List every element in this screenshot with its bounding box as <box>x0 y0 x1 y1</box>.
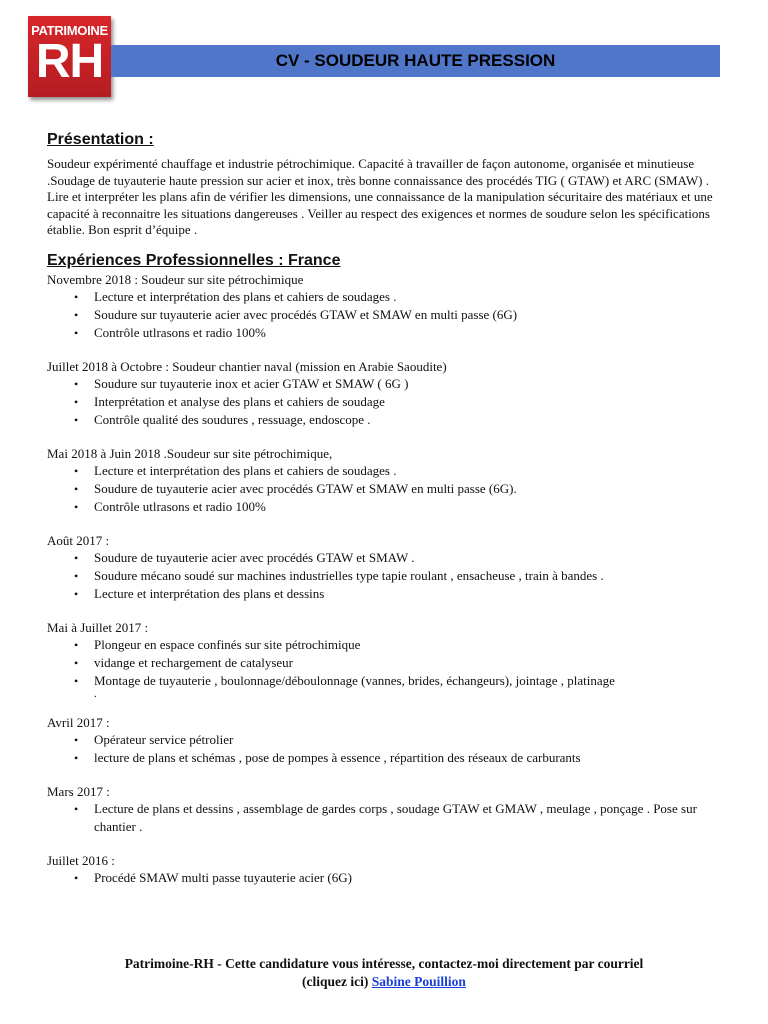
job-spacer <box>47 767 727 783</box>
footer-line-1: Patrimoine-RH - Cette candidature vous intéresse, contactez-moi directement par courriel <box>124 956 644 971</box>
job-entry <box>47 271 727 342</box>
job-task-item: • Soudure sur tuyauterie inox et acier GTAW et SMAW ( 6G ) <box>94 375 727 393</box>
job-task-list <box>47 800 727 836</box>
job-task-list <box>47 288 727 342</box>
footer-line-2 <box>0 973 768 991</box>
job-entry <box>47 532 727 603</box>
footer <box>0 955 768 991</box>
experience-list <box>47 271 727 887</box>
job-task-list <box>47 462 727 516</box>
job-title: Mars 2017 : <box>47 783 110 799</box>
job-task-list <box>47 731 727 767</box>
job-task-item: • Opérateur service pétrolier <box>94 731 727 749</box>
job-title: Juillet 2016 : <box>47 852 115 868</box>
job-task-item: • Contrôle utlrasons et radio 100% <box>94 324 727 342</box>
job-spacer <box>47 698 727 714</box>
job-task-item: • Soudure mécano soudé sur machines industrielles type tapie roulant , ensacheuse , train à bandes . <box>94 567 727 585</box>
job-task-item: • Soudure de tuyauterie acier avec procédés GTAW et SMAW . <box>94 549 727 567</box>
job-task-item: • Contrôle utlrasons et radio 100% <box>94 498 727 516</box>
job-title: Avril 2017 : <box>47 714 110 730</box>
presentation-heading: Présentation : <box>47 131 154 148</box>
job-spacer <box>47 429 727 445</box>
job-task-item: • Procédé SMAW multi passe tuyauterie acier (6G) <box>94 869 727 887</box>
job-task-item: • Lecture et interprétation des plans et dessins <box>94 585 727 603</box>
job-task-list <box>47 375 727 429</box>
job-spacer <box>47 603 727 619</box>
cv-content <box>47 130 727 887</box>
job-task-list <box>47 549 727 603</box>
job-task-item: • Interprétation et analyse des plans et cahiers de soudage <box>94 393 727 411</box>
contact-link[interactable]: Sabine Pouillion <box>371 974 466 989</box>
job-task-list <box>47 636 727 690</box>
job-task-item: • lecture de plans et schémas , pose de pompes à essence , répartition des réseaux de carburants <box>94 749 727 767</box>
job-title: Mai à Juillet 2017 : <box>47 619 149 635</box>
job-entry <box>47 358 727 429</box>
job-trailing-mark: . <box>94 687 97 700</box>
job-task-item: • Soudure sur tuyauterie acier avec procédés GTAW et SMAW en multi passe (6G) <box>94 306 727 324</box>
job-task-item: • Montage de tuyauterie , boulonnage/déboulonnage (vannes, brides, échangeurs), jointage , platinage <box>94 672 727 690</box>
patrimoine-rh-logo <box>28 16 111 97</box>
job-title: Juillet 2018 à Octobre : Soudeur chantier naval (mission en Arabie Saoudite) <box>47 358 447 374</box>
job-entry <box>47 852 727 887</box>
job-task-list <box>47 869 727 887</box>
job-task-item: • Lecture et interprétation des plans et cahiers de soudages . <box>94 462 727 480</box>
job-entry <box>47 714 727 767</box>
job-entry <box>47 783 727 836</box>
job-task-item: • vidange et rechargement de catalyseur <box>94 654 727 672</box>
job-entry <box>47 619 727 698</box>
job-spacer <box>47 342 727 358</box>
job-spacer <box>47 516 727 532</box>
job-task-item: • Plongeur en espace confinés sur site pétrochimique <box>94 636 727 654</box>
job-title: Novembre 2018 : Soudeur sur site pétrochimique <box>47 271 304 287</box>
job-title: Mai 2018 à Juin 2018 .Soudeur sur site pétrochimique, <box>47 445 333 461</box>
job-spacer <box>47 836 727 852</box>
cv-title: CV - SOUDEUR HAUTE PRESSION <box>111 45 720 77</box>
job-title: Août 2017 : <box>47 532 110 548</box>
logo-main-text: RH <box>35 35 104 88</box>
job-entry <box>47 445 727 516</box>
job-task-item: • Soudure de tuyauterie acier avec procédés GTAW et SMAW en multi passe (6G). <box>94 480 727 498</box>
footer-prefix: (cliquez ici) <box>302 974 372 989</box>
job-task-item: • Contrôle qualité des soudures , ressuage, endoscope . <box>94 411 727 429</box>
presentation-text: Soudeur expérimenté chauffage et industrie pétrochimique. Capacité à travailler de façon autonome, organisée et minutieuse .Soudage de tuyauterie haute pression sur acier et inox, très bonne connaissance des procédés TIG ( GTAW) et ARC (SMAW) . Lire et interpréter les plans afin de vérifier les dimensions, une connaissance de la manipulation sécuritaire des matériaux et une capacité à reconnaitre les situations dangereuses . Veiller au respect des exigences et normes de soudure selon les spécifications établie. Bon esprit d’équipe . <box>47 156 713 237</box>
job-task-item: • Lecture de plans et dessins , assemblage de gardes corps , soudage GTAW et GMAW , meulage , ponçage . Pose sur chantier . <box>94 800 727 836</box>
logo-top-text: PATRIMOINE <box>31 23 108 38</box>
experiences-heading: Expériences Professionnelles : France <box>47 251 341 269</box>
job-task-item: • Lecture et interprétation des plans et cahiers de soudages . <box>94 288 727 306</box>
